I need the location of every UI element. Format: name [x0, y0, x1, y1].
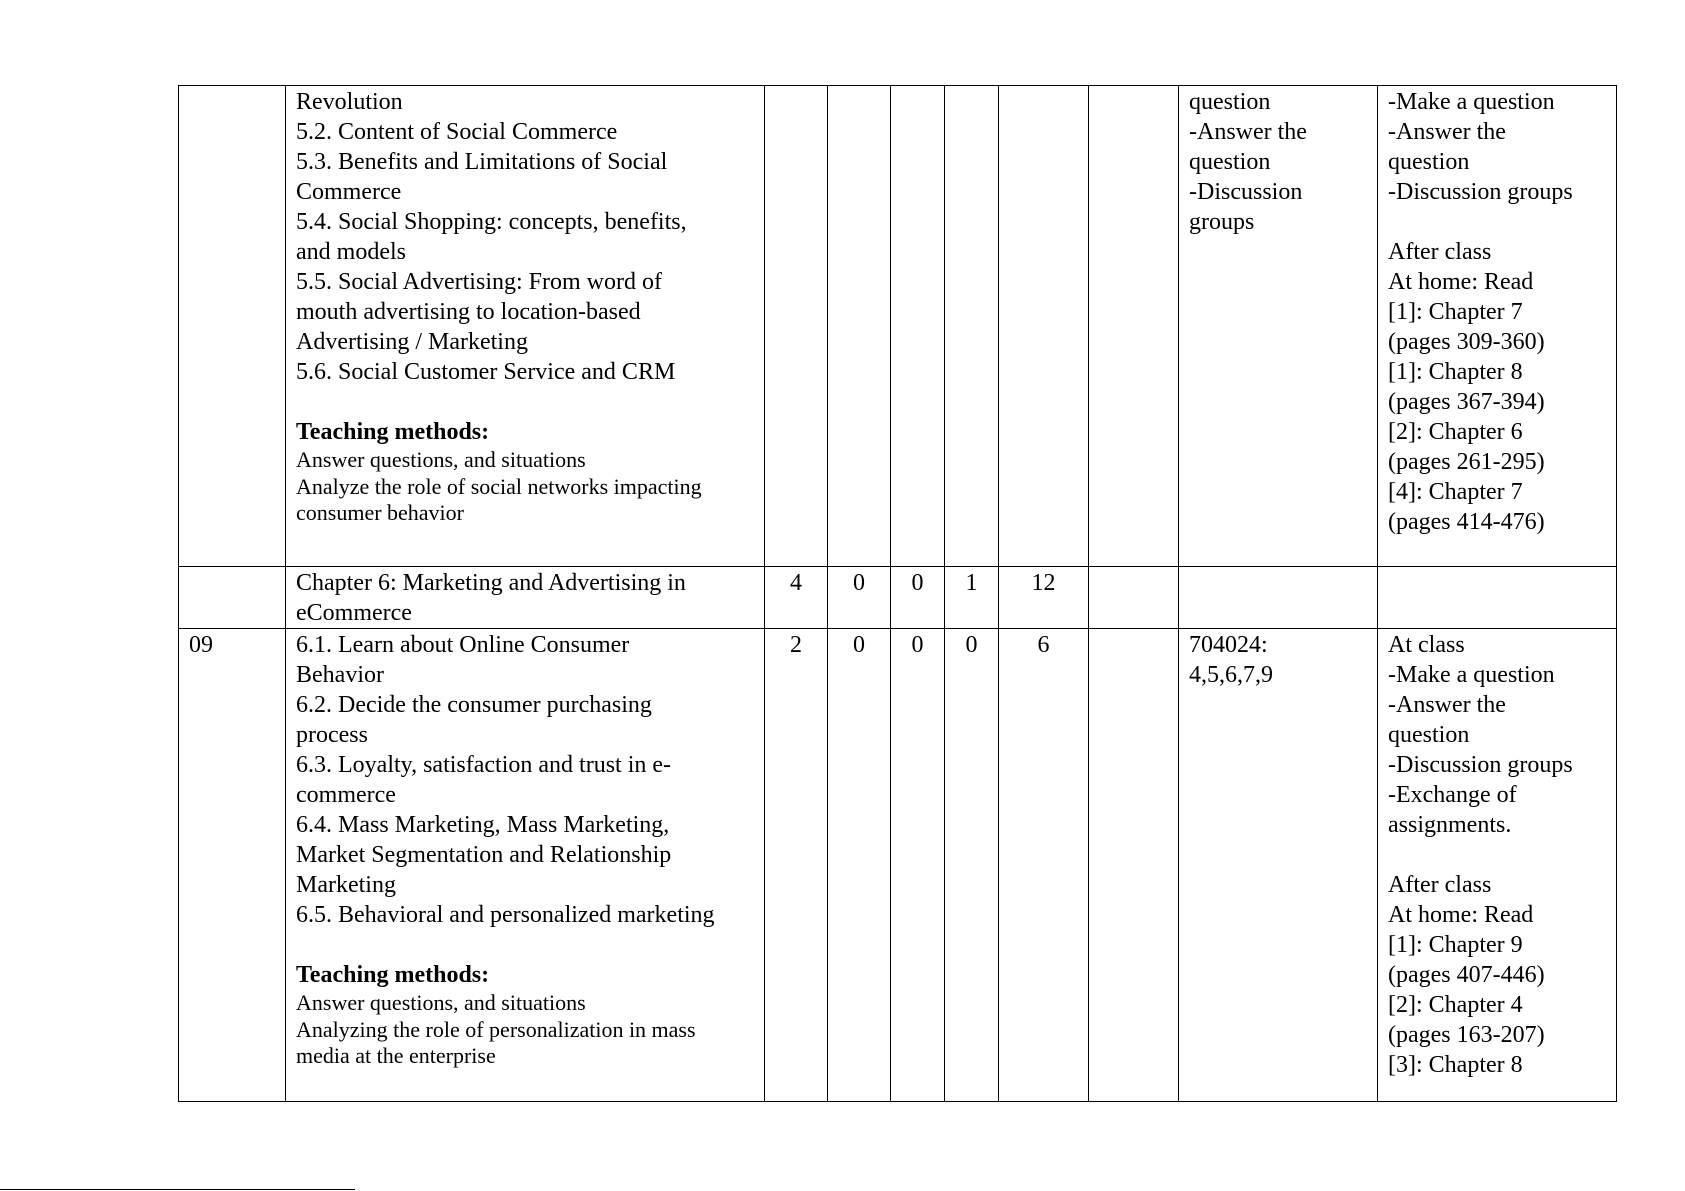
- hours-cell: 0: [828, 629, 891, 1102]
- text-line: Answer questions, and situations: [296, 990, 586, 1015]
- teaching-method-lines: [296, 990, 754, 1070]
- hours-cell: [891, 86, 945, 567]
- text-line: mouth advertising to location-based: [296, 299, 641, 325]
- teaching-methods-heading: Teaching methods:: [296, 419, 490, 445]
- clo-cell: [1179, 86, 1378, 567]
- week-cell: [179, 567, 286, 629]
- text-line: 6.5. Behavioral and personalized marketing: [296, 902, 715, 928]
- content-cell: [286, 629, 765, 1102]
- content-lines: [296, 568, 754, 628]
- text-line: -Discussion groups: [1388, 179, 1573, 205]
- text-line: At home: Read: [1388, 269, 1534, 295]
- text-line: [1388, 207, 1606, 237]
- content-lines: [296, 630, 754, 930]
- activity-lines: [1388, 630, 1606, 1080]
- text-line: 5.4. Social Shopping: concepts, benefits,: [296, 209, 687, 235]
- text-line: (pages 367-394): [1388, 389, 1545, 415]
- text-line: (pages 261-295): [1388, 449, 1545, 475]
- text-line: assignments.: [1388, 812, 1512, 838]
- text-line: Analyze the role of social networks impacting: [296, 473, 702, 499]
- text-line: (pages 414-476): [1388, 509, 1545, 535]
- text-line: [1]: Chapter 7: [1388, 299, 1523, 325]
- text-line: question: [1388, 722, 1470, 748]
- hours-cell: 4: [765, 567, 828, 629]
- text-line: Advertising / Marketing: [296, 329, 528, 355]
- text-line: Behavior: [296, 662, 384, 688]
- text-line: question: [1189, 89, 1271, 115]
- clo-lines: [1189, 630, 1367, 690]
- hours-cell: [945, 86, 999, 567]
- activity-cell: [1378, 86, 1617, 567]
- syllabus-table: [178, 85, 1617, 1102]
- footnote-separator: [0, 1189, 355, 1190]
- hours-cell: 1: [945, 567, 999, 629]
- hours-cell: [999, 86, 1089, 567]
- text-line: media at the enterprise: [296, 1043, 496, 1068]
- text-line: (pages 407-446): [1388, 962, 1545, 988]
- text-line: and models: [296, 239, 406, 265]
- hours-cell: 2: [765, 629, 828, 1102]
- hours-cell: [828, 86, 891, 567]
- text-line: Answer questions, and situations: [296, 447, 586, 472]
- hours-cell: 0: [828, 567, 891, 629]
- text-line: -Discussion: [1189, 179, 1303, 205]
- text-line: -Make a question: [1388, 662, 1555, 688]
- text-line: 4,5,6,7,9: [1189, 662, 1273, 688]
- text-line: 704024:: [1189, 632, 1268, 658]
- text-line: At class: [1388, 632, 1465, 658]
- text-line: Marketing: [296, 872, 396, 898]
- text-line: Commerce: [296, 179, 402, 205]
- text-line: eCommerce: [296, 600, 412, 626]
- text-line: 6.2. Decide the consumer purchasing: [296, 692, 652, 718]
- table-row: [179, 629, 1617, 1102]
- text-line: groups: [1189, 209, 1255, 235]
- text-line: Chapter 6: Marketing and Advertising in: [296, 570, 686, 596]
- text-line: 6.3. Loyalty, satisfaction and trust in e-: [296, 752, 672, 778]
- text-line: [1388, 840, 1606, 870]
- text-line: 5.3. Benefits and Limitations of Social: [296, 149, 668, 175]
- activity-cell: [1378, 567, 1617, 629]
- text-line: (pages 163-207): [1388, 1022, 1545, 1048]
- hours-cell: 12: [999, 567, 1089, 629]
- text-line: Analyzing the role of personalization in mass: [296, 1016, 696, 1042]
- text-line: -Answer the: [1189, 119, 1307, 145]
- content-lines: [296, 87, 754, 387]
- content-cell: [286, 567, 765, 629]
- text-line: -Answer the: [1388, 692, 1506, 718]
- table-row: [179, 86, 1617, 567]
- text-line: 5.6. Social Customer Service and CRM: [296, 359, 676, 385]
- activity-cell: [1378, 629, 1617, 1102]
- text-line: 6.4. Mass Marketing, Mass Marketing,: [296, 812, 670, 838]
- content-cell: [286, 86, 765, 567]
- text-line: At home: Read: [1388, 902, 1534, 928]
- table-row: [179, 567, 1617, 629]
- week-cell: 09: [179, 629, 286, 1102]
- hours-cell: 0: [945, 629, 999, 1102]
- hours-cell: 6: [999, 629, 1089, 1102]
- text-line: [4]: Chapter 7: [1388, 479, 1523, 505]
- teaching-method-lines: [296, 447, 754, 527]
- week-cell: [179, 86, 286, 567]
- hours-cell: 0: [891, 629, 945, 1102]
- syllabus-body: [179, 86, 1617, 1102]
- hours-cell: [765, 86, 828, 567]
- clo-lines: [1189, 87, 1367, 237]
- activity-lines: [1388, 87, 1606, 537]
- text-line: -Discussion groups: [1388, 752, 1573, 778]
- text-line: [3]: Chapter 8: [1388, 1052, 1523, 1078]
- text-line: After class: [1388, 872, 1492, 898]
- hours-cell: 0: [891, 567, 945, 629]
- text-line: 6.1. Learn about Online Consumer: [296, 632, 630, 658]
- teaching-methods-heading: Teaching methods:: [296, 962, 490, 988]
- text-line: Market Segmentation and Relationship: [296, 842, 672, 868]
- clo-cell: [1179, 629, 1378, 1102]
- text-line: process: [296, 722, 368, 748]
- text-line: Revolution: [296, 89, 403, 115]
- text-line: (pages 309-360): [1388, 329, 1545, 355]
- text-line: commerce: [296, 782, 396, 808]
- text-line: [2]: Chapter 4: [1388, 992, 1523, 1018]
- text-line: consumer behavior: [296, 500, 464, 525]
- text-line: -Answer the: [1388, 119, 1506, 145]
- text-line: After class: [1388, 239, 1492, 265]
- text-line: question: [1189, 149, 1271, 175]
- text-line: [2]: Chapter 6: [1388, 419, 1523, 445]
- text-line: -Exchange of: [1388, 782, 1517, 808]
- empty-cell: [1089, 86, 1179, 567]
- empty-cell: [1089, 629, 1179, 1102]
- text-line: -Make a question: [1388, 89, 1555, 115]
- text-line: 5.5. Social Advertising: From word of: [296, 269, 662, 295]
- text-line: 5.2. Content of Social Commerce: [296, 119, 618, 145]
- text-line: [1]: Chapter 9: [1388, 932, 1523, 958]
- empty-cell: [1089, 567, 1179, 629]
- text-line: question: [1388, 149, 1470, 175]
- text-line: [1]: Chapter 8: [1388, 359, 1523, 385]
- clo-cell: [1179, 567, 1378, 629]
